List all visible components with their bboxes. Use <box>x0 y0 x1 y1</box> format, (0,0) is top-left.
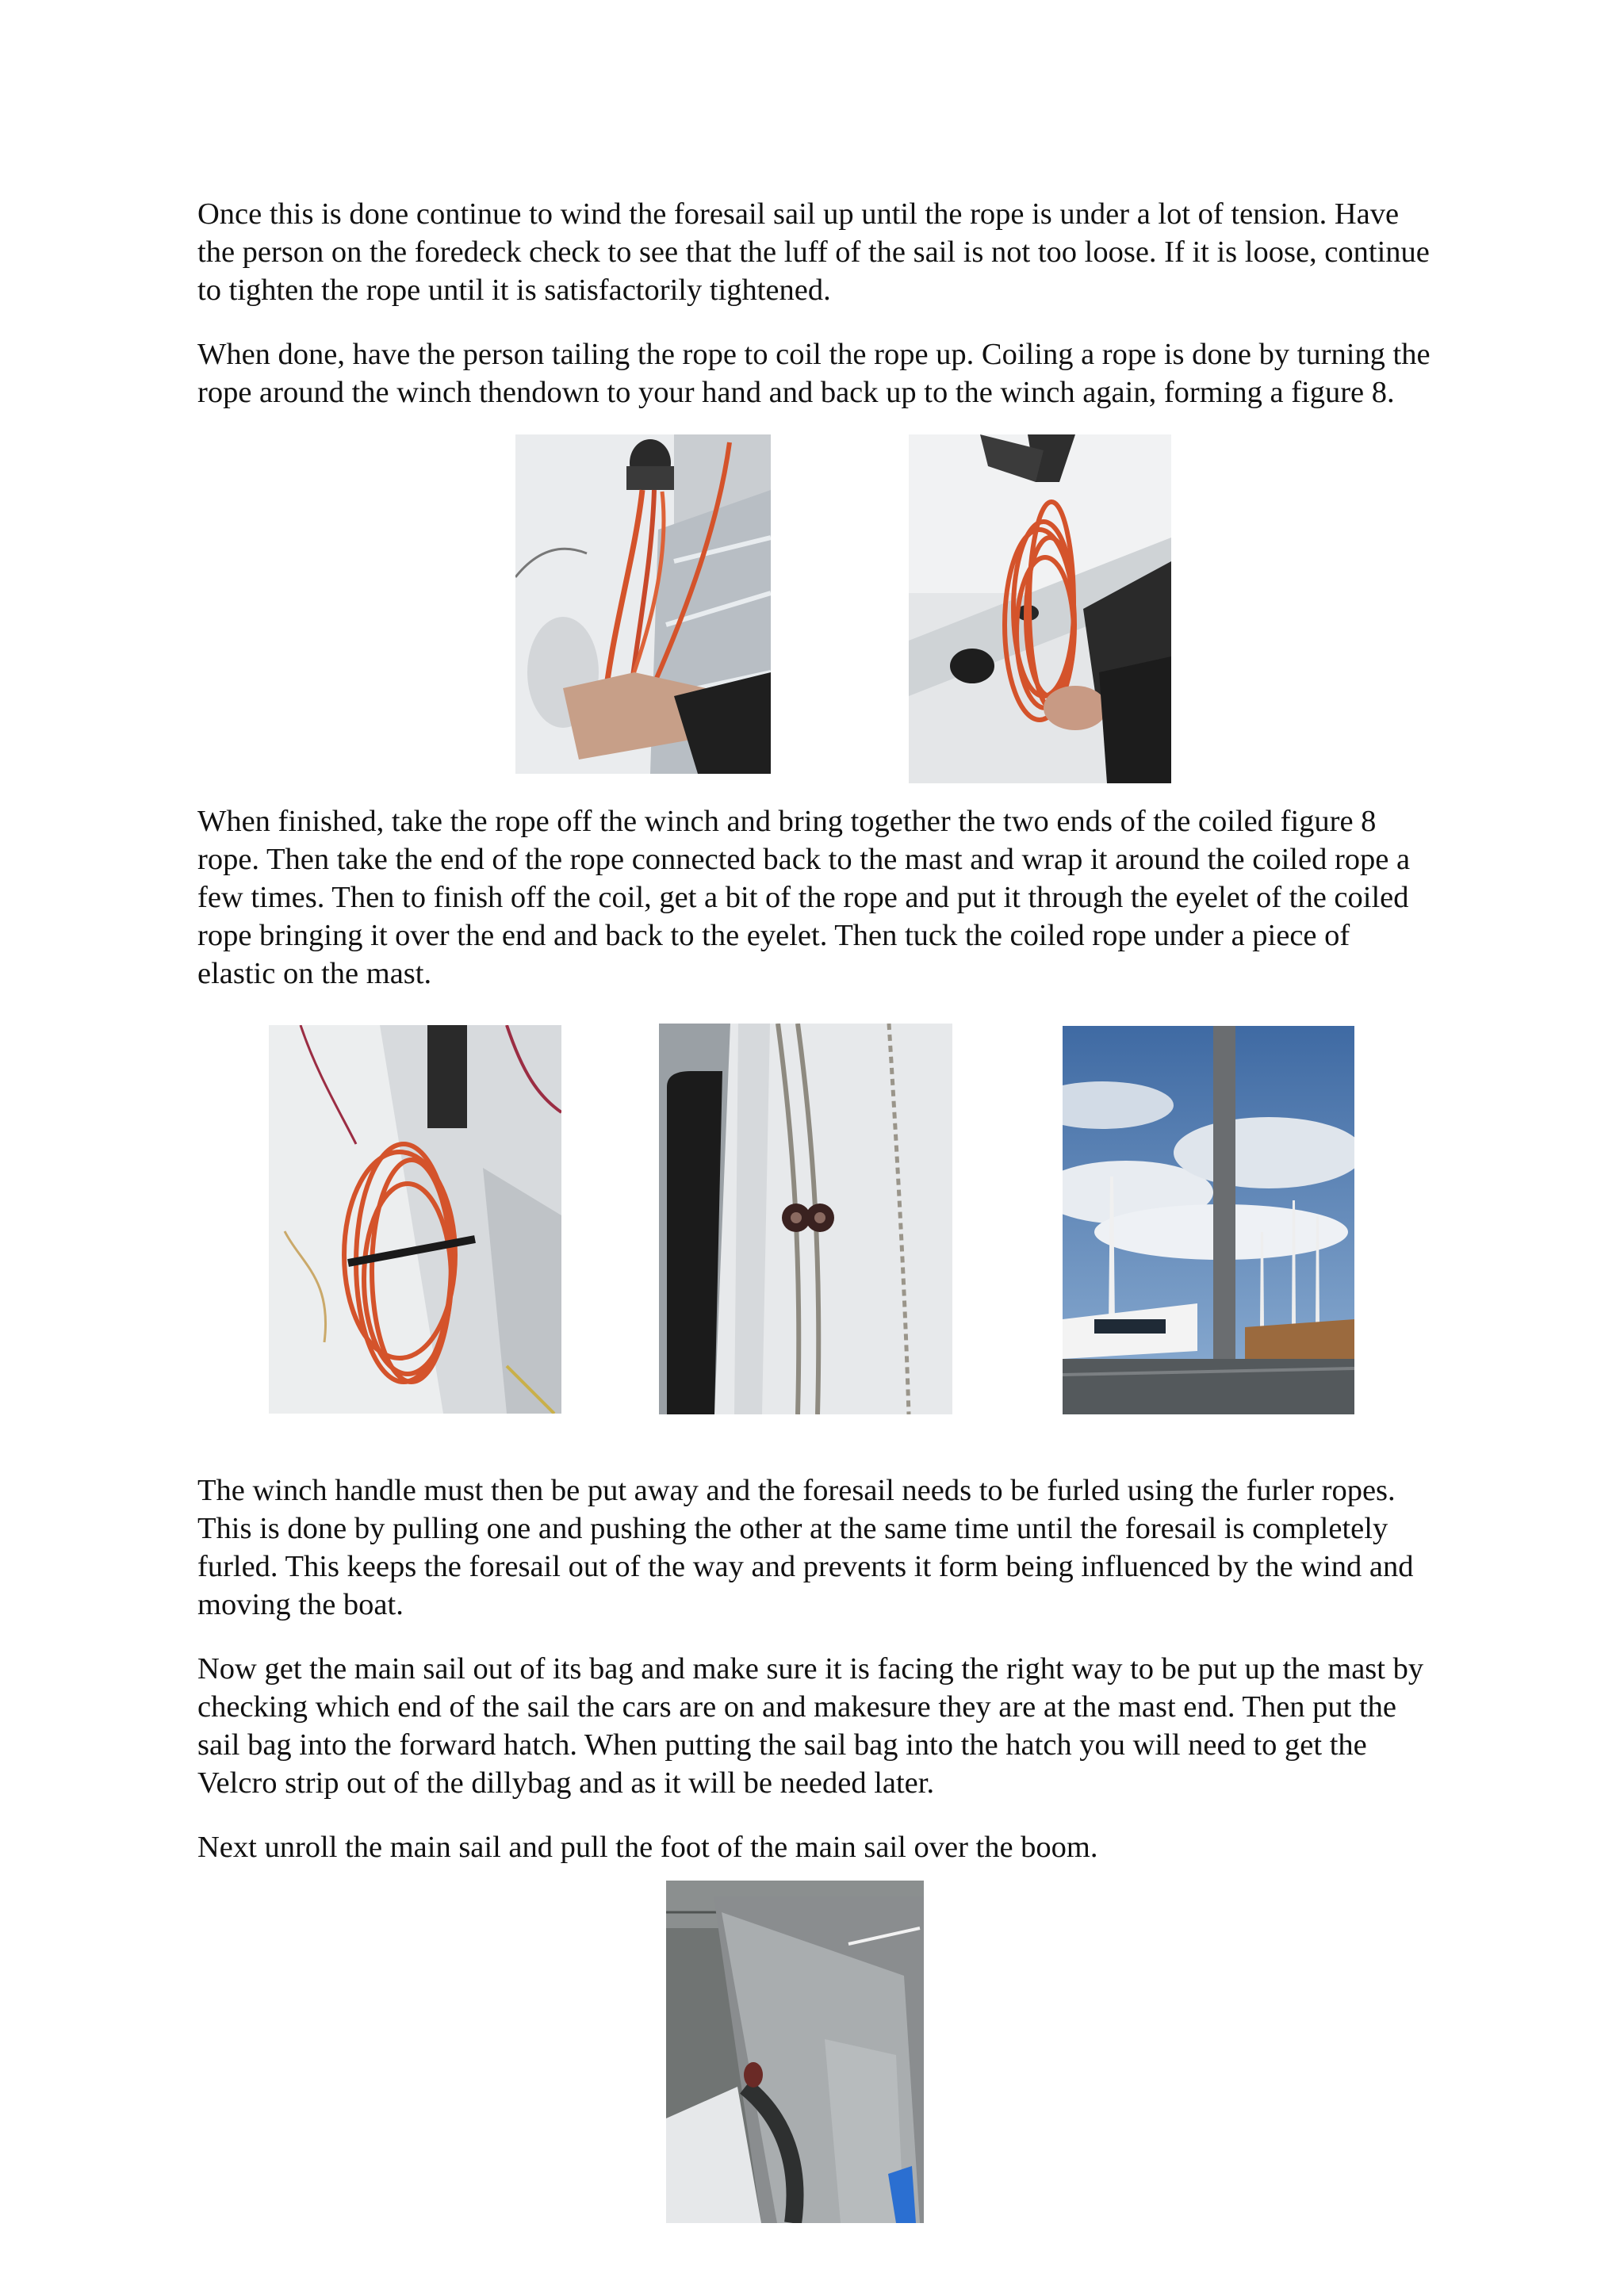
paragraph-finishing-coil: When finished, take the rope off the winch and bring together the two ends of the coiled figure 8 rope. Then take the end of the rope connected back to the mast and wrap it around the coiled rope a few times. Then to finish off the coil, get a bit of the rope and put it through the eyelet of the coiled rope bringing it over the end and back to the eyelet. Then tuck the coiled rope under a piece of elastic on the mast. <box>197 805 1411 990</box>
photo-coiled-rope-on-mast <box>269 1025 561 1414</box>
paragraph-main-sail-out: Now get the main sail out of its bag and make sure it is facing the right way to be put up the mast by checking which end of the sail the cars are on and makesure they are at the mast end. Then put the sail bag into the forward hatch. When putting the sail bag into the hatch you will need to get the Velcro strip out of the dillybag and as it will be needed later. <box>197 1652 1424 1800</box>
photo-mast-and-marina <box>1063 1026 1354 1414</box>
photo-mast-track <box>659 1024 952 1414</box>
photo-main-sail-over-boom <box>666 1881 924 2223</box>
paragraph-winding-foresail: Once this is done continue to wind the foresail sail up until the rope is under a lot of tension. Have the person on the foredeck check to see that the luff of the sail is not too loose. If it is loose, continue to tighten the rope until it is satisfactorily tightened. <box>197 197 1430 307</box>
paragraph-furling-foresail: The winch handle must then be put away and the foresail needs to be furled using the furler ropes. This is done by pulling one and pushing the other at the same time until the foresail is completely furled. This keeps the foresail out of the way and prevents it form being influenced by the wind and moving the boat. <box>197 1474 1414 1621</box>
photo-hand-coiling-rope <box>909 434 1171 783</box>
paragraph-coiling-rope: When done, have the person tailing the rope to coil the rope up. Coiling a rope is done by turning the rope around the winch thendown to your hand and back up to the winch again, forming a figure 8. <box>197 338 1431 409</box>
paragraph-unroll-main-sail: Next unroll the main sail and pull the foot of the main sail over the boom. <box>197 1831 1098 1864</box>
photo-rope-on-winch <box>515 434 771 774</box>
